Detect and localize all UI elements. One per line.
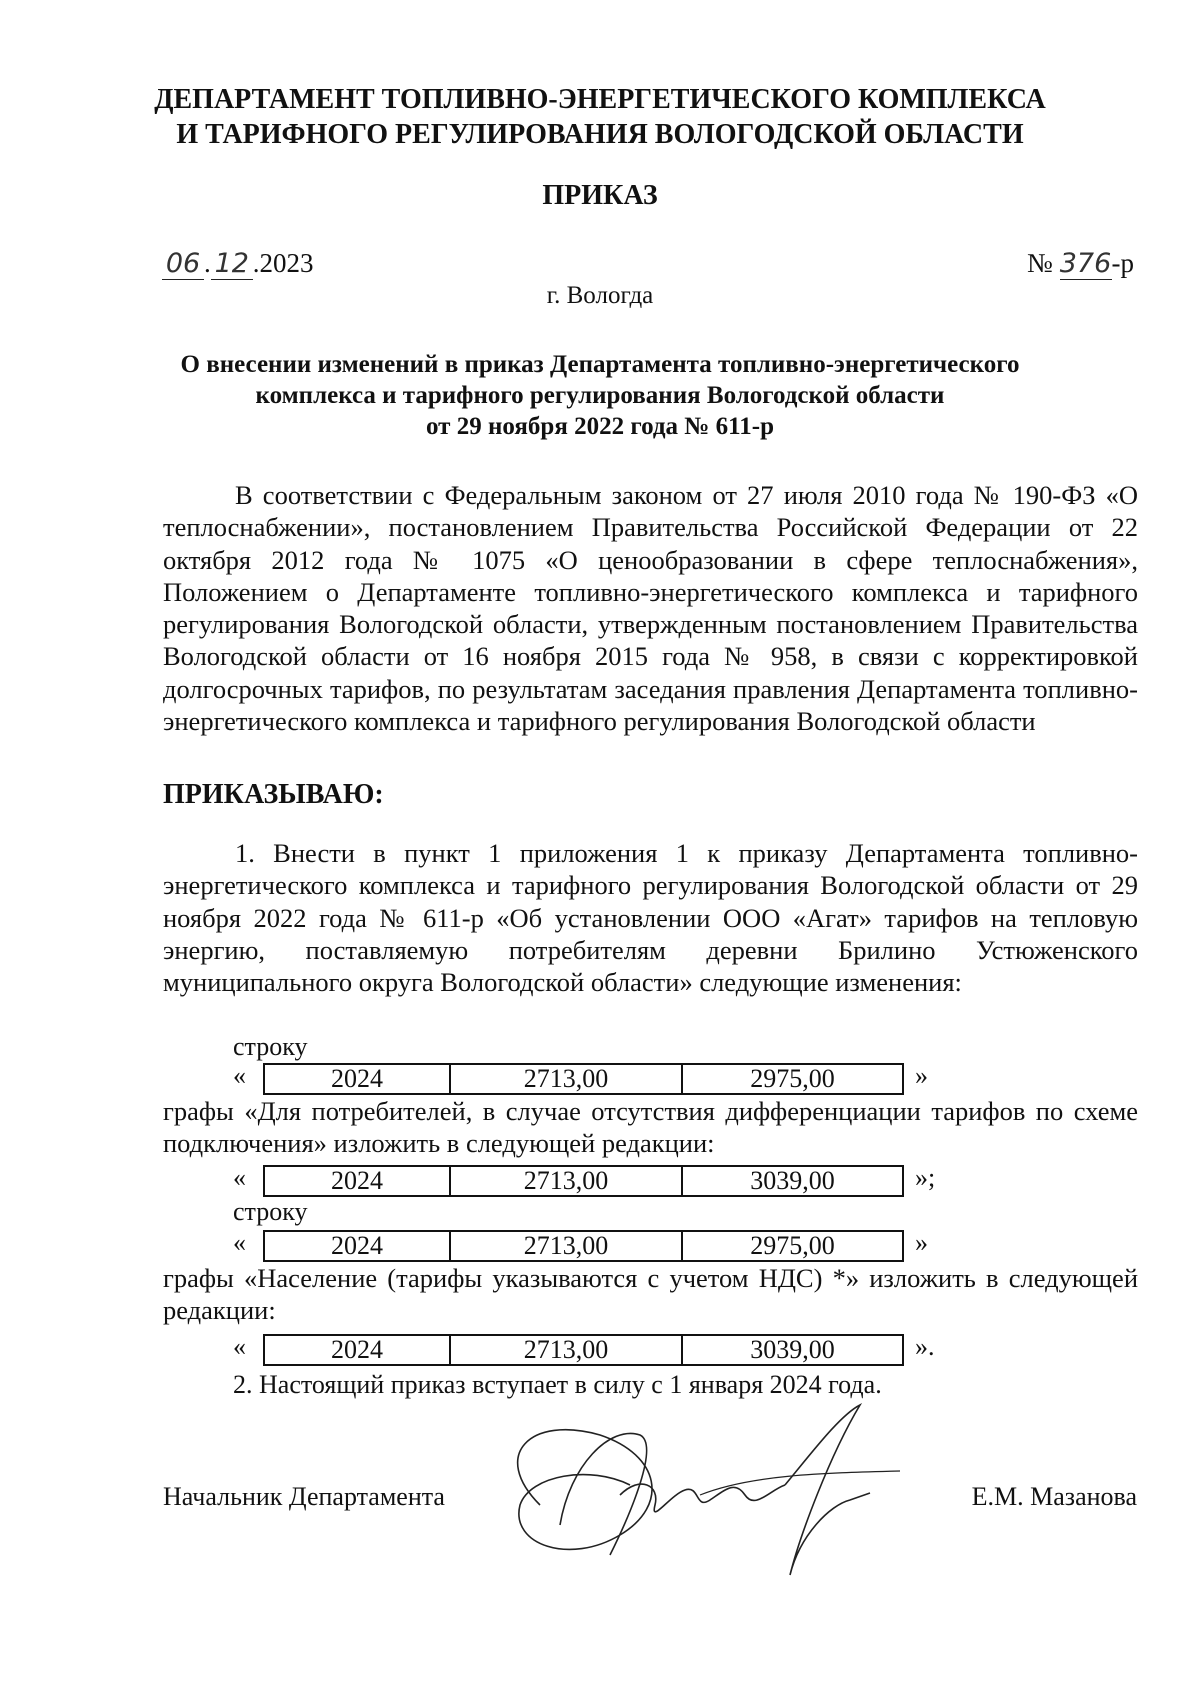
- close-quote-4: ».: [915, 1332, 935, 1361]
- row-word-1: строку: [233, 1032, 308, 1061]
- tariff-year: 2024: [265, 1065, 451, 1093]
- open-quote-3: «: [233, 1228, 246, 1257]
- tariff-value-1: 2713,00: [451, 1065, 683, 1093]
- number-suffix: -р: [1111, 248, 1134, 278]
- order-subject: [150, 349, 1050, 442]
- date-dot: .: [204, 248, 211, 278]
- subject-line-3: от 29 ноября 2022 года № 611-р: [426, 413, 774, 440]
- subject-line-1: О внесении изменений в приказ Департамента топливно-энергетического: [180, 351, 1020, 378]
- header-line-2: И ТАРИФНОГО РЕГУЛИРОВАНИЯ ВОЛОГОДСКОЙ ОБЛАСТИ: [176, 119, 1024, 150]
- tariff-year: 2024: [265, 1167, 451, 1195]
- order-number: [1027, 248, 1134, 280]
- tariff-value-2: 2975,00: [750, 1064, 835, 1093]
- item-1-paragraph: [163, 837, 1138, 998]
- preamble-text: В соответствии с Федеральным законом от 27 июля 2010 года № 190-ФЗ «О теплоснабжении», постановлением Правительства Российской Федерации от 22 октября 2012 года № 1075 «О ценообразовании в сфере теплоснабжения», Положением о Департаменте топливно-энергетического комплекса и тарифного регулирования Вологодской области, утвержденным постановлением Правительства Вологодской области от 16 ноября 2015 года № 958, в связи с корректировкой долгосрочных тарифов, по результатам заседания правления Департамента топливно-энергетического комплекса и тарифного регулирования Вологодской области: [163, 480, 1138, 737]
- number-prefix: №: [1026, 248, 1053, 278]
- open-quote-1: «: [233, 1061, 246, 1090]
- graph-1-text: графы «Для потребителей, в случае отсутствия дифференциации тарифов по схеме подключения» изложить в следующей редакции:: [163, 1096, 1138, 1159]
- order-word: ПРИКАЗЫВАЮ:: [163, 779, 384, 810]
- item-1-text: 1. Внести в пункт 1 приложения 1 к приказу Департамента топливно-энергетического комплекса и тарифного регулирования Вологодской области от 29 ноября 2022 года № 611-р «Об установлении ООО «Агат» тарифов на тепловую энергию, поставляемую потребителям деревни Брилино Устюженского муниципального округа Вологодской области» следующие изменения:: [163, 838, 1138, 998]
- tariff-value-2: 2975,00: [750, 1231, 835, 1260]
- tariff-row-4: [263, 1334, 904, 1366]
- number-value: 376: [1059, 248, 1112, 279]
- graph-2-text: графы «Население (тарифы указываются с учетом НДС) *» изложить в следующей редакции:: [163, 1263, 1138, 1326]
- date-month: 12: [211, 248, 253, 280]
- header-line-1: ДЕПАРТАМЕНТ ТОПЛИВНО-ЭНЕРГЕТИЧЕСКОГО КОМПЛЕКСА: [154, 84, 1046, 115]
- tariff-value-1: 2713,00: [451, 1336, 683, 1364]
- tariff-row-2: [263, 1165, 904, 1197]
- handwritten-signature: [470, 1395, 940, 1585]
- tariff-value-2: 3039,00: [750, 1335, 835, 1364]
- open-quote-4: «: [233, 1332, 246, 1361]
- signatory-name: Е.М. Мазанова: [971, 1482, 1137, 1511]
- department-header: [100, 82, 1100, 152]
- order-date: [162, 248, 314, 280]
- signatory-position: Начальник Департамента: [163, 1482, 445, 1511]
- close-quote-2: »;: [915, 1163, 936, 1192]
- city: г. Вологда: [546, 282, 654, 309]
- open-quote-2: «: [233, 1163, 246, 1192]
- subject-line-2: комплекса и тарифного регулирования Вологодской области: [255, 382, 945, 409]
- date-year: .2023: [252, 248, 314, 278]
- tariff-year: 2024: [265, 1336, 451, 1364]
- tariff-row-3: [263, 1230, 904, 1262]
- item-2-text: 2. Настоящий приказ вступает в силу с 1 января 2024 года.: [233, 1370, 882, 1399]
- order-title: ПРИКАЗ: [542, 180, 658, 211]
- tariff-year: 2024: [265, 1232, 451, 1260]
- close-quote-1: »: [915, 1061, 928, 1090]
- row-word-2: строку: [233, 1197, 308, 1226]
- tariff-value-2: 3039,00: [750, 1166, 835, 1195]
- tariff-row-1: [263, 1063, 904, 1095]
- preamble-paragraph: [163, 479, 1138, 737]
- tariff-value-1: 2713,00: [451, 1167, 683, 1195]
- close-quote-3: »: [915, 1228, 928, 1257]
- date-day: 06: [162, 248, 204, 280]
- tariff-value-1: 2713,00: [451, 1232, 683, 1260]
